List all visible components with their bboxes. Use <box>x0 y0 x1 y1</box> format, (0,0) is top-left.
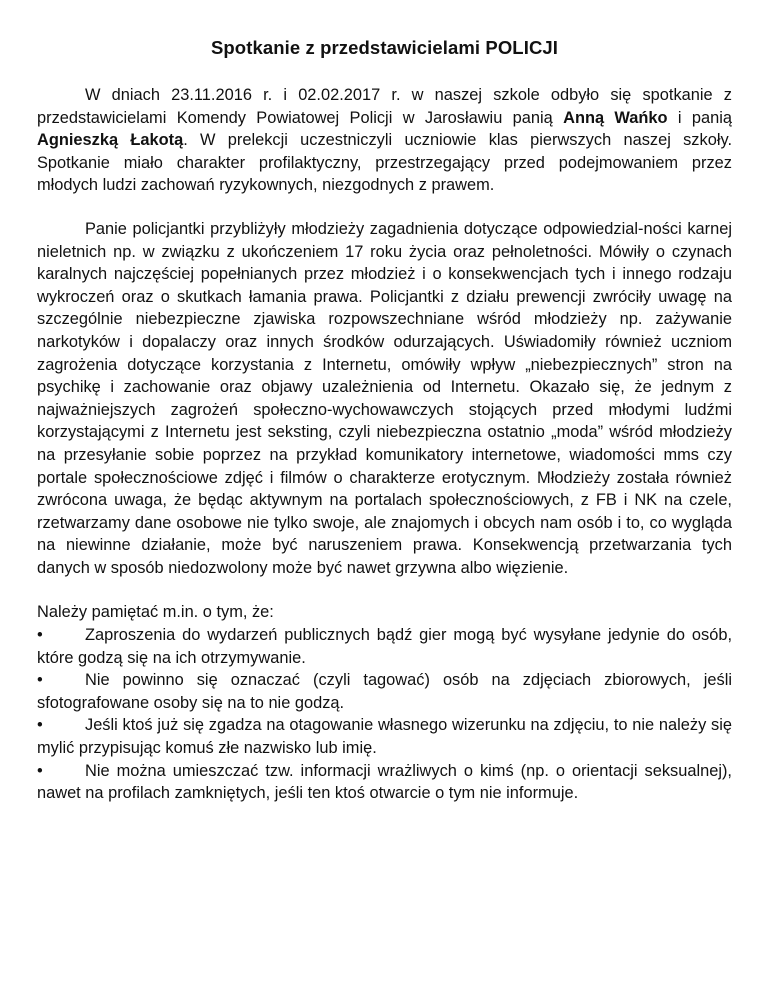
officer-name-1: Anną Wańko <box>563 108 668 127</box>
bullet-icon: • <box>37 671 43 690</box>
intro-text-3: . W prelekcji uczestniczyli uczniowie klas pierwszych naszej szkoły. Spotkanie miało charakter profilaktyczny, przestrzegający przed podejmowaniem przez młodych ludzi zachowań ryzykownych, niezgodnych z prawem. <box>37 131 732 195</box>
bullet-icon: • <box>37 626 43 645</box>
bullet-icon: • <box>37 716 43 735</box>
officer-name-2: Agnieszką Łakotą <box>37 131 184 150</box>
intro-text-1: W dniach 23.11.2016 r. i 02.02.2017 r. w naszej szkole odbyło się spotkanie z przedstawicielami Komendy Powiatowej Policji w Jarosławiu panią <box>37 86 732 127</box>
list-item <box>37 624 732 669</box>
list-item <box>37 760 732 805</box>
list-item-text: Nie powinno się oznaczać (czyli tagować) osób na zdjęciach zbiorowych, jeśli sfotografowane osoby się na to nie godzą. <box>37 671 732 712</box>
list-item <box>37 714 732 759</box>
list-item <box>37 669 732 714</box>
paragraph-spacer <box>37 197 732 218</box>
intro-paragraph <box>37 84 732 197</box>
list-item-text: Nie można umieszczać tzw. informacji wrażliwych o kimś (np. o orientacji seksualnej), nawet na profilach zamkniętych, jeśli ten ktoś otwarcie o tym nie informuje. <box>37 761 732 803</box>
paragraph-spacer <box>37 579 732 601</box>
list-item-text: Jeśli ktoś już się zgadza na otagowanie własnego wizerunku na zdjęciu, to nie należy się mylić przypisując komuś złe nazwisko lub imię. <box>37 716 732 758</box>
list-item-text: Zaproszenia do wydarzeń publicznych bądź gier mogą być wysyłane jedynie do osób, które godzą się na ich otrzymywanie. <box>37 626 732 667</box>
body-paragraph: Panie policjantki przybliżyły młodzieży zagadnienia dotyczące odpowiedzial-ności karnej nieletnich np. w związku z ukończeniem 17 roku życia oraz pełnoletności. Mówiły o czynach karalnych najczęściej popełnianych przez młodzież i o konsekwencjach tych i innego rodzaju wykroczeń oraz o skutkach łamania prawa. Policjantki z działu prewencji zwróciły uwagę na szczególnie niebezpieczne zjawiska rozpowszechniane wśród młodzieży np. zażywanie narkotyków i dopalaczy oraz innych środków odurzających. Uświadomiły również uczniom zagrożenia dotyczące korzystania z Internetu, omówiły wpływ „niebezpiecznych” stron na psychikę i zachowanie oraz objawy uzależnienia od Internetu. Okazało się, że jednym z najważniejszych zagrożeń społeczno-wychowawczych stojących przed młodymi ludźmi korzystającymi z Internetu jest seksting, czyli niebezpieczna ostatnio „moda” wśród młodzieży na przesyłanie sobie poprzez na przykład komunikatory internetowe, wiadomości mms czy portale społecznościowe zdjęć i filmów o charakterze erotycznym. Młodzieży została również zwrócona uwaga, że będąc aktywnym na portalach społecznościowych, z FB i NK na czele, rzetwarzamy dane osobowe nie tylko swoje, ale znajomych i obcych nam osób i to, co wygląda na niewinne działanie, może być naruszeniem prawa. Konsekwencją przetwarzania tych danych w sposób niedozwolony może być nawet grzywna albo więzienie. <box>37 219 732 577</box>
intro-text-2: i panią <box>667 108 733 127</box>
list-intro: Należy pamiętać m.in. o tym, że: <box>37 603 274 622</box>
page-title: Spotkanie z przedstawicielami POLICJI <box>210 37 559 58</box>
bullet-icon: • <box>37 761 43 780</box>
